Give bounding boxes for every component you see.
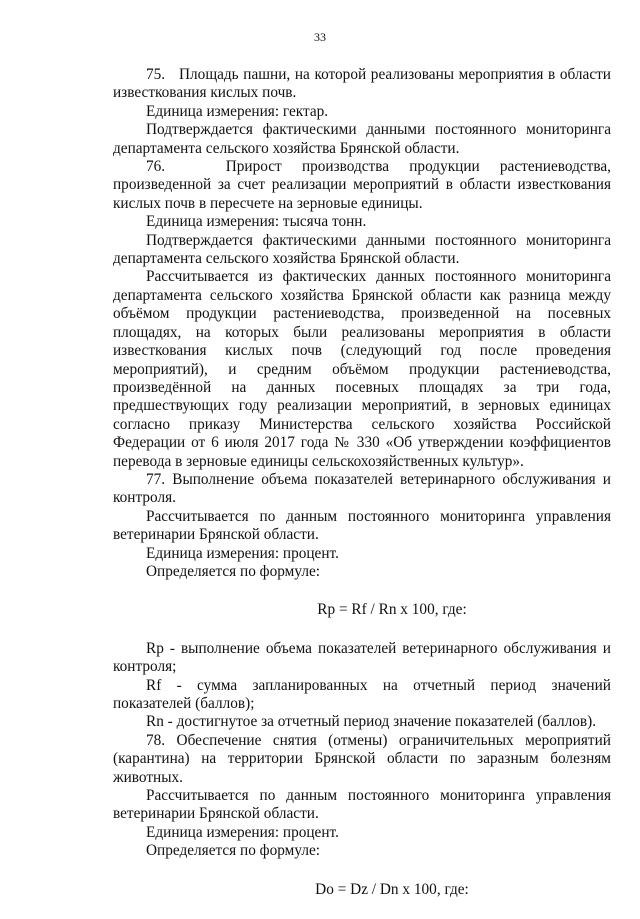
item-76-unit: Единица измерения: тысяча тонн. [146,213,367,231]
document-body [113,66,611,919]
item-78-unit: Единица измерения: процент. [146,823,339,841]
item-78-formula-intro: Определяется по формуле: [146,842,320,860]
item-76-title: 76. Прирост производства продукции растениеводства, произведенной за счет реализации мероприятий в области известкования кислых почв в пересчете на зерновые единицы. [113,158,611,212]
definition-rp: Rp - выполнение объема показателей ветеринарного обслуживания и контроля; [113,639,611,676]
item-77-unit: Единица измерения: процент. [146,544,339,562]
item-75-source: Подтверждается фактическими данными постоянного мониторинга департамента сельского хозяйства Брянской области. [113,121,611,157]
formula-rp: Rp = Rf / Rn x 100, где: [317,601,467,619]
item-76-calculation: Рассчитывается из фактических данных постоянного мониторинга департамента сельского хозяйства Брянской области как разница между объёмом продукции растениеводства, произведенной на посевных площадях, на которых были реализованы мероприятия в области известкования кислых почв (следующий год после проведения мероприятий), и средним объёмом продукции растениеводства, произведённой на данных посевных площадях за три года, предшествующих году реализации мероприятий, в зерновых единицах согласно приказу Министерства сельского хозяйства Российской Федерации от 6 июля 2017 года № 330 «Об утверждении коэффициентов перевода в зерновые единицы сельскохозяйственных культур». [113,268,611,470]
definition-rn: Rn - достигнутое за отчетный период значение показателей (баллов). [146,713,597,731]
page-number: 33 [314,30,326,44]
item-77-source: Рассчитывается по данным постоянного мониторинга управления ветеринарии Брянской области. [113,507,611,544]
item-77-formula-intro: Определяется по формуле: [146,562,320,580]
item-77-title: 77. Выполнение объема показателей ветеринарного обслуживания и контроля. [113,470,611,507]
item-75-title: 75. Площадь пашни, на которой реализованы мероприятия в области известкования кислых почв. [113,66,611,102]
definition-rf: Rf - сумма запланированных на отчетный период значений показателей (баллов); [113,676,611,712]
item-75-unit: Единица измерения: гектар. [146,102,329,120]
formula-do: Do = Dz / Dn x 100, где: [315,880,469,898]
item-76-source: Подтверждается фактическими данными постоянного мониторинга департамента сельского хозяйства Брянской области. [113,231,611,268]
item-78-source: Рассчитывается по данным постоянного мониторинга управления ветеринарии Брянской области. [113,787,611,823]
item-78-title: 78. Обеспечение снятия (отмены) ограничительных мероприятий (карантина) на территории Брянской области по заразным болезням животных. [113,731,611,786]
